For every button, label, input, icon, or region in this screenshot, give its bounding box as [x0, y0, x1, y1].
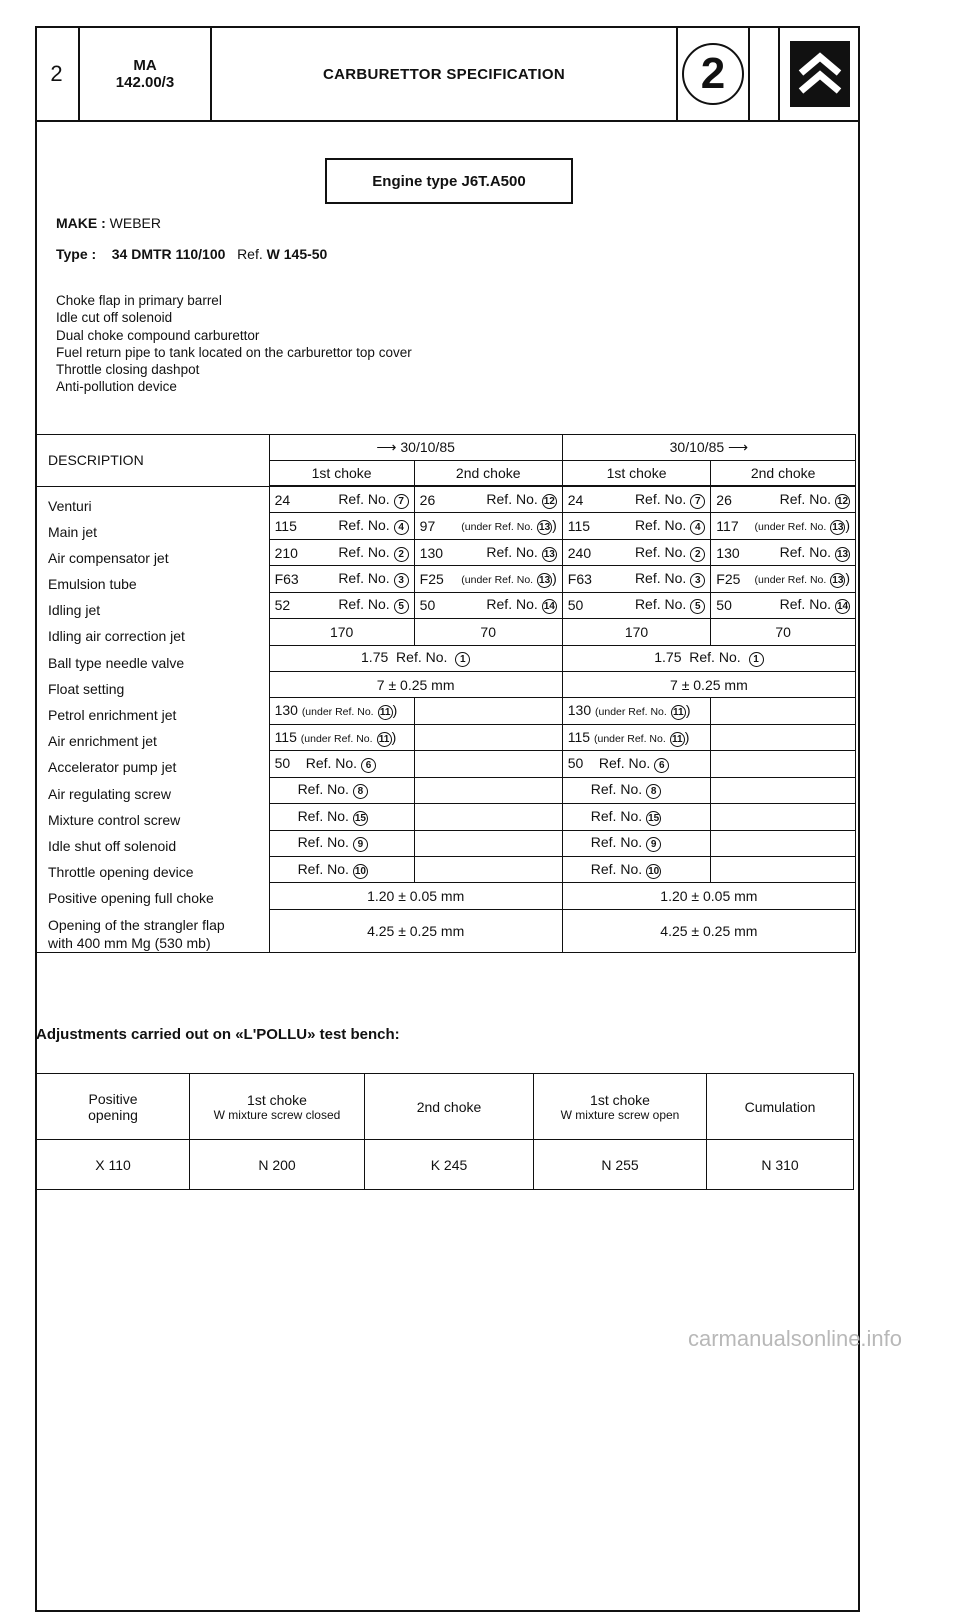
spec-cell: F63 Ref. No. 3 [269, 566, 414, 592]
spec-cell [711, 804, 856, 830]
spec-cell: Ref. No. 15 [562, 804, 711, 830]
spec-cell: 50 Ref. No. 6 [562, 751, 711, 777]
make-value: WEBER [109, 215, 162, 231]
choke1-header: 1st choke [269, 460, 414, 486]
page-title: CARBURETTOR SPECIFICATION [323, 65, 565, 83]
spec-cell: 24 Ref. No. 7 [562, 486, 711, 513]
citroen-chevrons-icon [790, 41, 850, 107]
choke2-header: 2nd choke [414, 460, 562, 486]
section-ref: 142.00/3 [115, 74, 175, 91]
section-code: MA [133, 57, 157, 74]
row-label: Throttle opening device [48, 864, 194, 881]
watermark: carmanualsonline.info [688, 1326, 903, 1351]
spec-cell: Ref. No. 8 [269, 777, 414, 803]
spec-cell: 1.75 Ref. No. 1 [269, 645, 562, 671]
spec-cell: 210 Ref. No. 2 [269, 539, 414, 565]
row-label: Idling jet [48, 602, 101, 619]
spec-cell: 130 Ref. No. 13 [414, 539, 562, 565]
spec-cell: 50 Ref. No. 14 [414, 592, 562, 618]
adj-header-positive: Positive opening [37, 1074, 190, 1140]
period2-header [562, 435, 855, 461]
description-column [37, 486, 270, 952]
spec-cell [711, 777, 856, 803]
row-label: Idling air correction jet [48, 628, 185, 645]
spec-cell: 4.25 ± 0.25 mm [562, 909, 855, 952]
spec-cell: Ref. No. 15 [269, 804, 414, 830]
adj-header-cumulation: Cumulation [707, 1074, 854, 1140]
period2-label: 30/10/85 [669, 438, 725, 455]
spec-cell [414, 724, 562, 750]
spec-cell: Ref. No. 8 [562, 777, 711, 803]
feature-item: Fuel return pipe to tank located on the carburettor top cover [56, 344, 412, 360]
adj-value: K 245 [365, 1140, 534, 1190]
make-label: MAKE : [56, 215, 106, 231]
spec-cell [414, 804, 562, 830]
row-label: Accelerator pump jet [48, 759, 177, 776]
spec-cell [414, 830, 562, 856]
title-cell [212, 26, 678, 122]
spec-cell: 115 Ref. No. 4 [269, 513, 414, 539]
row-label: Positive opening full choke [48, 890, 214, 907]
spec-cell: F25 (under Ref. No. 13 ) [711, 566, 856, 592]
spec-cell: 52 Ref. No. 5 [269, 592, 414, 618]
spec-cell: 26 Ref. No. 12 [414, 486, 562, 513]
spec-cell: 7 ± 0.25 mm [269, 671, 562, 697]
spec-cell [711, 698, 856, 724]
period1-label: 30/10/85 [400, 438, 455, 455]
feature-item: Choke flap in primary barrel [56, 293, 222, 308]
spec-cell: 170 [269, 619, 414, 645]
choke1-header: 1st choke [562, 460, 711, 486]
feature-item: Idle cut off solenoid [56, 310, 173, 326]
adj-value: N 200 [190, 1140, 365, 1190]
row-label: Air compensator jet [48, 549, 169, 566]
feature-item: Dual choke compound carburettor [56, 327, 260, 343]
spec-cell [711, 856, 856, 882]
adj-value: X 110 [37, 1140, 190, 1190]
spec-cell: 117 (under Ref. No. 13 ) [711, 513, 856, 539]
spec-cell: 50 Ref. No. 6 [269, 751, 414, 777]
row-label: Air regulating screw [48, 785, 171, 802]
adj-header-first-closed: 1st choke W mixture screw closed [190, 1074, 365, 1140]
spec-cell [414, 698, 562, 724]
sheet-badge-cell [678, 26, 750, 122]
page-number: 2 [50, 61, 63, 86]
spec-table [36, 434, 856, 953]
description-header-label: DESCRIPTION [48, 452, 144, 469]
adjustments-heading: Adjustments carried out on «L'POLLU» test bench: [36, 1026, 400, 1043]
spec-cell: 130 (under Ref. No. 11 ) [269, 698, 414, 724]
row-label: with 400 mm Mg (530 mb) [48, 934, 211, 951]
choke2-header: 2nd choke [711, 460, 856, 486]
row-label: Main jet [48, 523, 98, 540]
spec-cell: 70 [711, 619, 856, 645]
spec-cell: 1.75 Ref. No. 1 [562, 645, 855, 671]
spec-cell: 240 Ref. No. 2 [562, 539, 711, 565]
spec-cell: 70 [414, 619, 562, 645]
spec-cell: F63 Ref. No. 3 [562, 566, 711, 592]
spec-cell: 97 (under Ref. No. 13 ) [414, 513, 562, 539]
type-ref-label: Ref. [237, 246, 263, 262]
spec-cell: 115 (under Ref. No. 11 ) [562, 724, 711, 750]
spec-cell: 4.25 ± 0.25 mm [269, 909, 562, 952]
row-label: Air enrichment jet [48, 733, 157, 750]
feature-item: Anti-pollution device [56, 379, 177, 395]
spec-cell [414, 777, 562, 803]
spec-cell: 50 Ref. No. 14 [711, 592, 856, 618]
spec-cell: 115 (under Ref. No. 11 ) [269, 724, 414, 750]
spec-cell: 115 Ref. No. 4 [562, 513, 711, 539]
spacer-cell [750, 26, 780, 122]
page-number-cell [35, 26, 80, 122]
header-bar [35, 26, 860, 122]
spec-cell: 170 [562, 619, 711, 645]
spec-cell: 7 ± 0.25 mm [562, 671, 855, 697]
spec-cell: 130 (under Ref. No. 11 ) [562, 698, 711, 724]
spec-cell: 50 Ref. No. 5 [562, 592, 711, 618]
spec-cell [414, 856, 562, 882]
row-label: Venturi [48, 497, 92, 514]
make-line [56, 215, 161, 231]
row-label: Petrol enrichment jet [48, 707, 177, 723]
adj-header-first-open: 1st choke W mixture screw open [534, 1074, 707, 1140]
spec-cell: 130 Ref. No. 13 [711, 539, 856, 565]
adj-value: N 255 [534, 1140, 707, 1190]
row-label: Opening of the strangler flap [48, 916, 225, 933]
sheet-badge: 2 [682, 43, 744, 105]
type-line [56, 246, 327, 262]
spec-cell [711, 724, 856, 750]
period1-header [269, 435, 562, 461]
spec-cell: F25 (under Ref. No. 13 ) [414, 566, 562, 592]
spec-cell: Ref. No. 9 [562, 830, 711, 856]
row-label: Ball type needle valve [48, 654, 185, 671]
adj-value: N 310 [707, 1140, 854, 1190]
logo-cell [780, 26, 860, 122]
row-label: Mixture control screw [48, 811, 181, 828]
spec-cell [711, 751, 856, 777]
spec-cell: 1.20 ± 0.05 mm [269, 883, 562, 909]
description-header [37, 435, 270, 487]
row-label: Float setting [48, 680, 125, 697]
type-value: 34 DMTR 110/100 [111, 246, 226, 262]
spec-cell: Ref. No. 9 [269, 830, 414, 856]
feature-item: Throttle closing dashpot [56, 362, 200, 378]
row-label: Idle shut off solenoid [48, 837, 177, 854]
type-label: Type : [56, 246, 97, 262]
type-ref-value: W 145-50 [266, 246, 328, 262]
adjustments-table [36, 1073, 854, 1190]
row-label: Emulsion tube [48, 576, 137, 593]
spec-cell: 1.20 ± 0.05 mm [562, 883, 855, 909]
engine-type-box: Engine type J6T.A500 [325, 158, 573, 204]
arrow-right-icon: ⟶ [376, 438, 397, 455]
section-cell [80, 26, 212, 122]
spec-cell: Ref. No. 10 [562, 856, 711, 882]
arrow-right-icon: ⟶ [728, 438, 749, 455]
spec-cell [414, 751, 562, 777]
adj-header-second: 2nd choke [365, 1074, 534, 1140]
spec-cell: Ref. No. 10 [269, 856, 414, 882]
spec-cell [711, 830, 856, 856]
spec-cell: 26 Ref. No. 12 [711, 486, 856, 513]
features-list [56, 292, 412, 396]
spec-cell: 24 Ref. No. 7 [269, 486, 414, 513]
